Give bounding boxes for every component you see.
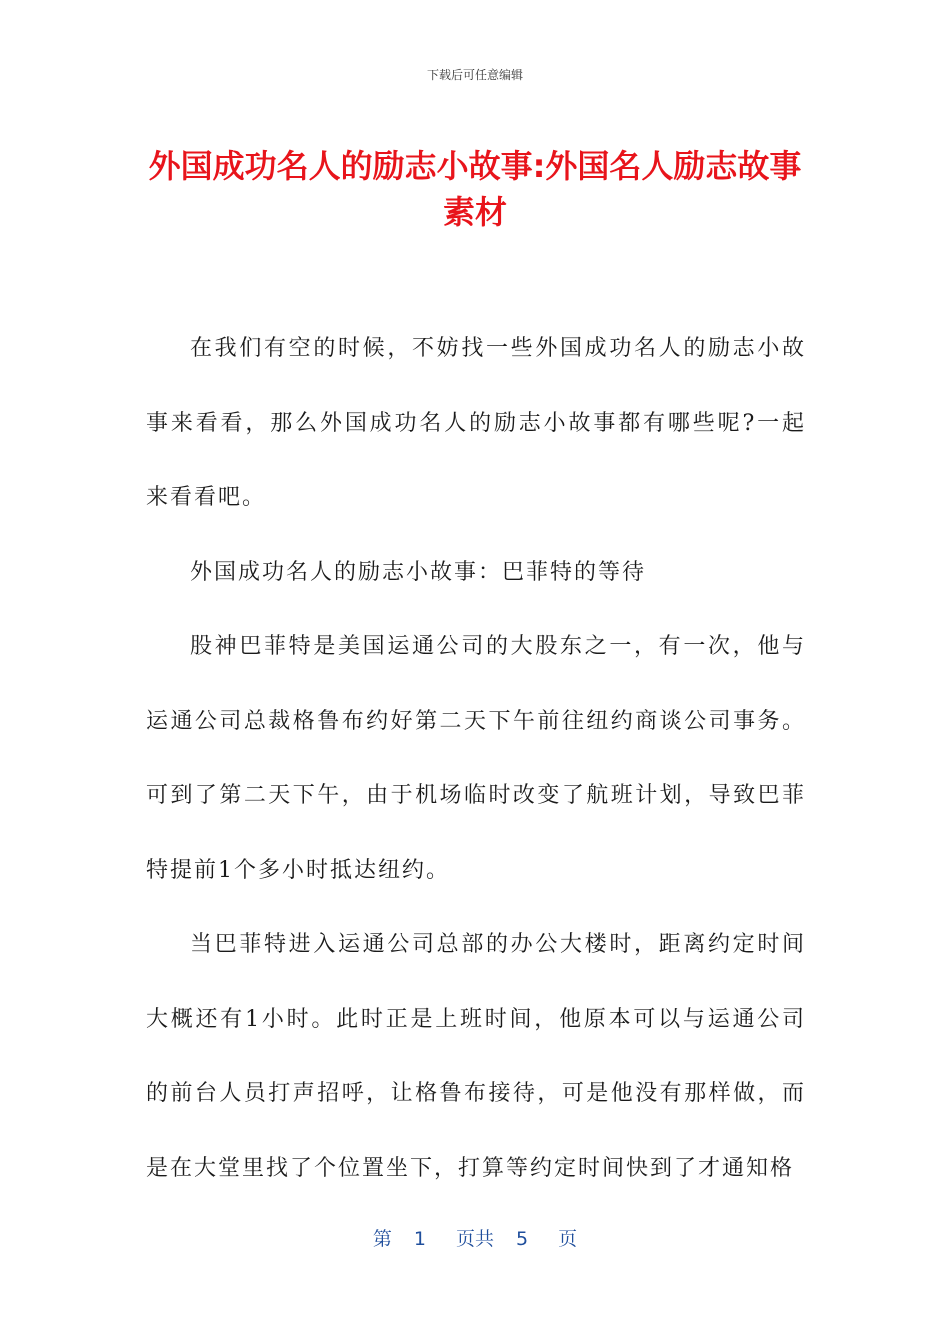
document-body bbox=[146, 312, 806, 1206]
page-footer bbox=[0, 1226, 950, 1252]
page-suffix: 页 bbox=[558, 1228, 578, 1250]
total-pages-number: 5 bbox=[516, 1228, 529, 1250]
page-header: 下载后可任意编辑 bbox=[426, 68, 523, 82]
paragraph-intro: 在我们有空的时候，不妨找一些外国成功名人的励志小故事来看看，那么外国成功名人的励志小故事都有哪些呢?一起来看看吧。 bbox=[146, 336, 806, 510]
page-prefix: 第 bbox=[372, 1228, 392, 1250]
document-title: 外国成功名人的励志小故事:外国名人励志故事素材 bbox=[148, 147, 802, 231]
paragraph-subheading: 外国成功名人的励志小故事：巴菲特的等待 bbox=[190, 559, 647, 585]
current-page-number: 1 bbox=[413, 1228, 426, 1250]
paragraph-story-1: 股神巴菲特是美国运通公司的大股东之一，有一次，他与运通公司总裁格鲁布约好第二天下午前往纽约商谈公司事务。可到了第二天下午，由于机场临时改变了航班计划，导致巴菲特提前1个多小时抵达纽约。 bbox=[146, 634, 806, 883]
paragraph-story-2: 当巴菲特进入运通公司总部的办公大楼时，距离约定时间大概还有1小时。此时正是上班时间，他原本可以与运通公司的前台人员打声招呼，让格鲁布接待，可是他没有那样做，而是在大堂里找了个位置坐下，打算等约定时间快到了才通知格 bbox=[146, 932, 806, 1181]
page-middle-label: 页共 bbox=[455, 1228, 494, 1250]
